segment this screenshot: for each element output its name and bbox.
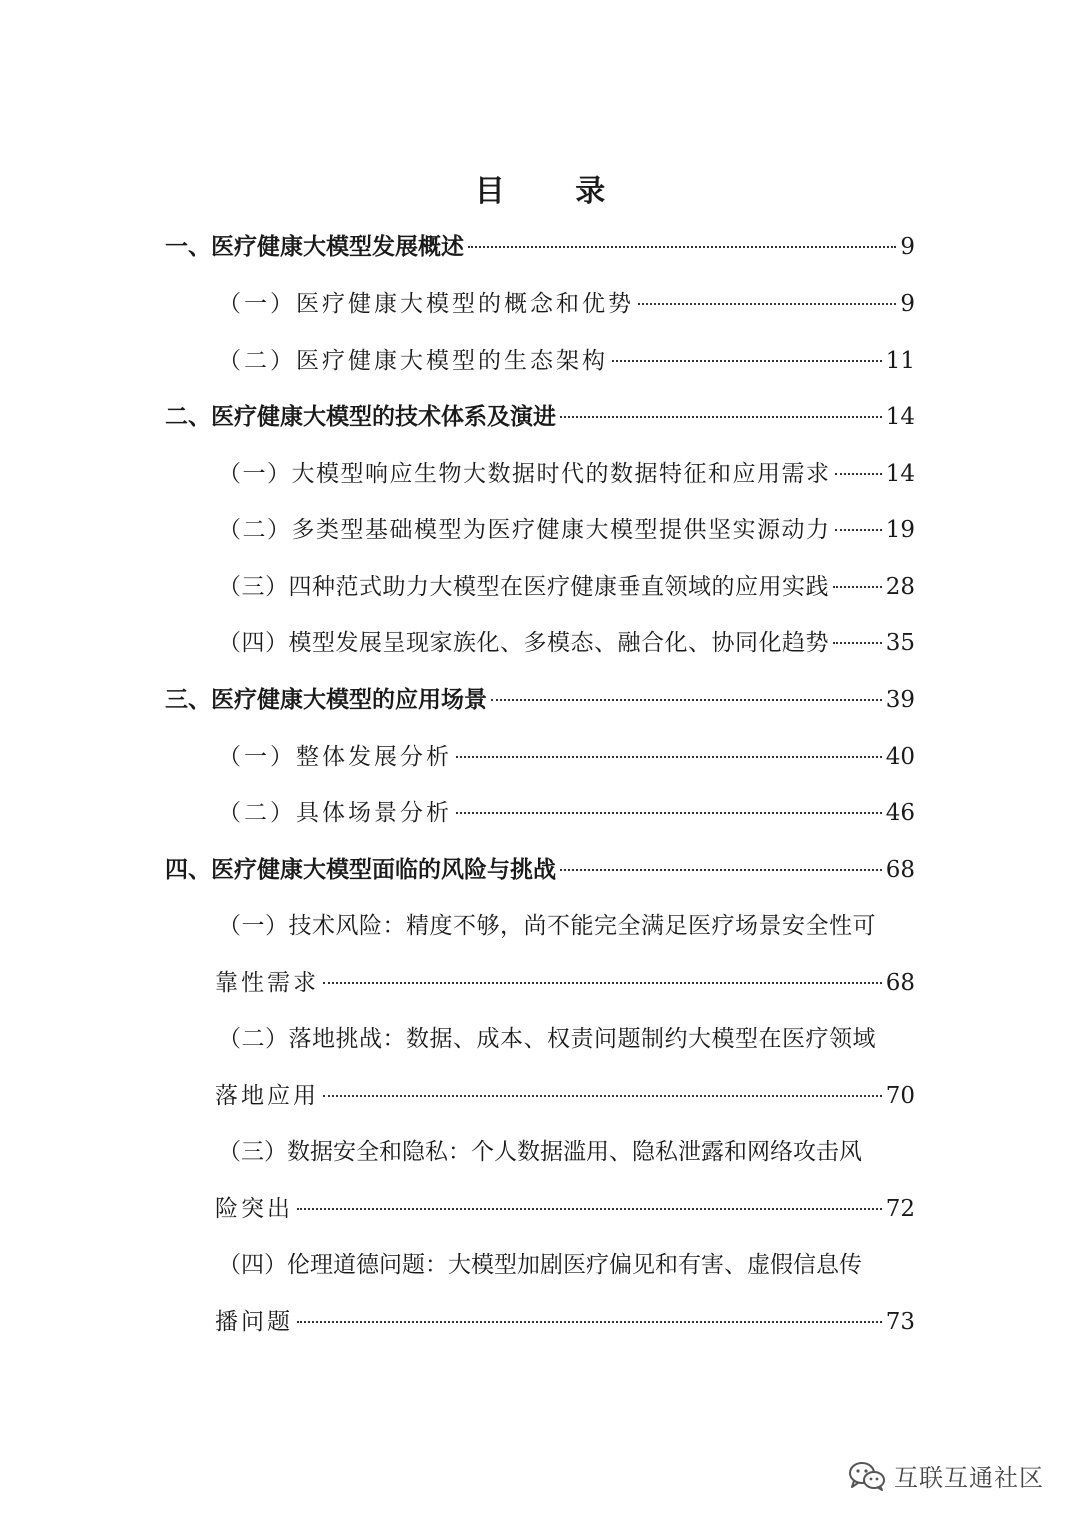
toc-entry-page: 70	[885, 1083, 915, 1109]
toc-leader-dots	[456, 756, 882, 758]
toc-entry-label: 播问题	[215, 1309, 293, 1335]
toc-entry-4-3[interactable]	[218, 1132, 915, 1172]
toc-leader-dots	[638, 303, 896, 305]
toc-entry-label: （一）大模型响应生物大数据时代的数据特征和应用需求	[218, 461, 831, 487]
toc-entry-4-4-cont[interactable]	[215, 1302, 915, 1342]
toc-entry-label: 落地应用	[215, 1083, 319, 1109]
toc-entry-label: 二、医疗健康大模型的技术体系及演进	[165, 404, 556, 430]
toc-entry-section-4[interactable]	[165, 850, 915, 890]
toc-entry-page: 72	[885, 1196, 915, 1222]
toc-leader-dots	[297, 1208, 882, 1210]
toc-entry-3-2[interactable]	[218, 793, 915, 833]
toc-entry-label: 靠性需求	[215, 970, 319, 996]
toc-leader-dots	[833, 586, 882, 588]
toc-leader-dots	[833, 642, 882, 644]
toc-entry-section-1[interactable]	[165, 227, 915, 267]
toc-entry-2-1[interactable]	[218, 454, 915, 494]
toc-entry-label: （四）模型发展呈现家族化、多模态、融合化、协同化趋势	[218, 630, 829, 656]
toc-entry-4-1-cont[interactable]	[215, 963, 915, 1003]
toc-entry-page: 73	[885, 1309, 915, 1335]
toc-entry-1-2[interactable]	[218, 341, 915, 381]
toc-entry-page: 11	[885, 348, 915, 374]
toc-entry-label: 一、医疗健康大模型发展概述	[165, 234, 464, 260]
toc-entry-section-3[interactable]	[165, 680, 915, 720]
toc-entry-page: 40	[885, 744, 915, 770]
toc-entry-1-1[interactable]	[218, 284, 915, 324]
toc-entry-2-2[interactable]	[218, 510, 915, 550]
toc-entry-label: （二）医疗健康大模型的生态架构	[218, 348, 608, 374]
toc-entry-page: 35	[885, 630, 915, 656]
toc-entry-page: 28	[885, 574, 915, 600]
toc-entry-label: （一）整体发展分析	[218, 744, 452, 770]
toc-entry-4-3-cont[interactable]	[215, 1189, 915, 1229]
toc-leader-dots	[612, 360, 882, 362]
toc-entry-2-3[interactable]	[218, 567, 915, 607]
toc-leader-dots	[560, 416, 882, 418]
toc-entry-label: 险突出	[215, 1196, 293, 1222]
toc-leader-dots	[323, 982, 882, 984]
toc-entry-page: 39	[885, 687, 915, 713]
toc-entry-page: 14	[885, 461, 915, 487]
toc-entry-label: 三、医疗健康大模型的应用场景	[165, 687, 487, 713]
toc-leader-dots	[323, 1095, 882, 1097]
toc-entry-label: （一）医疗健康大模型的概念和优势	[218, 291, 634, 317]
toc-entry-page: 19	[885, 517, 915, 543]
toc-entry-label: （四）伦理道德问题：大模型加剧医疗偏见和有害、虚假信息传	[218, 1252, 862, 1278]
toc-entry-4-2-cont[interactable]	[215, 1076, 915, 1116]
toc-leader-dots	[560, 869, 882, 871]
toc-leader-dots	[297, 1321, 882, 1323]
toc-entry-4-4[interactable]	[218, 1245, 915, 1285]
toc-leader-dots	[491, 699, 882, 701]
toc-leader-dots	[835, 529, 882, 531]
toc-leader-dots	[468, 246, 896, 248]
toc-entry-page: 9	[900, 234, 915, 260]
toc-leader-dots	[456, 812, 882, 814]
toc-entry-page: 68	[885, 857, 915, 883]
toc-entry-label: （一）技术风险：精度不够，尚不能完全满足医疗场景安全性可	[218, 913, 876, 939]
toc-entry-label: 四、医疗健康大模型面临的风险与挑战	[165, 857, 556, 883]
toc-entry-label: （二）多类型基础模型为医疗健康大模型提供坚实源动力	[218, 517, 831, 543]
toc-leader-dots	[835, 473, 882, 475]
toc-entry-page: 68	[885, 970, 915, 996]
toc-entry-4-1[interactable]	[218, 906, 915, 946]
toc-entry-page: 14	[885, 404, 915, 430]
toc-entry-label: （二）具体场景分析	[218, 800, 452, 826]
toc-entry-label: （二）落地挑战：数据、成本、权责问题制约大模型在医疗领域	[218, 1026, 876, 1052]
toc-entry-4-2[interactable]	[218, 1019, 915, 1059]
toc-entry-3-1[interactable]	[218, 737, 915, 777]
toc-entry-label: （三）数据安全和隐私：个人数据滥用、隐私泄露和网络攻击风	[218, 1139, 862, 1165]
watermark	[848, 1458, 1044, 1493]
page-title: 目 录	[474, 174, 636, 209]
toc-entry-2-4[interactable]	[218, 623, 915, 663]
toc-entry-label: （三）四种范式助力大模型在医疗健康垂直领域的应用实践	[218, 574, 829, 600]
toc-entry-page: 9	[900, 291, 915, 317]
toc-entry-page: 46	[885, 800, 915, 826]
toc-entry-section-2[interactable]	[165, 397, 915, 437]
watermark-text: 互联互通社区	[894, 1464, 1044, 1492]
wechat-icon	[848, 1461, 886, 1491]
